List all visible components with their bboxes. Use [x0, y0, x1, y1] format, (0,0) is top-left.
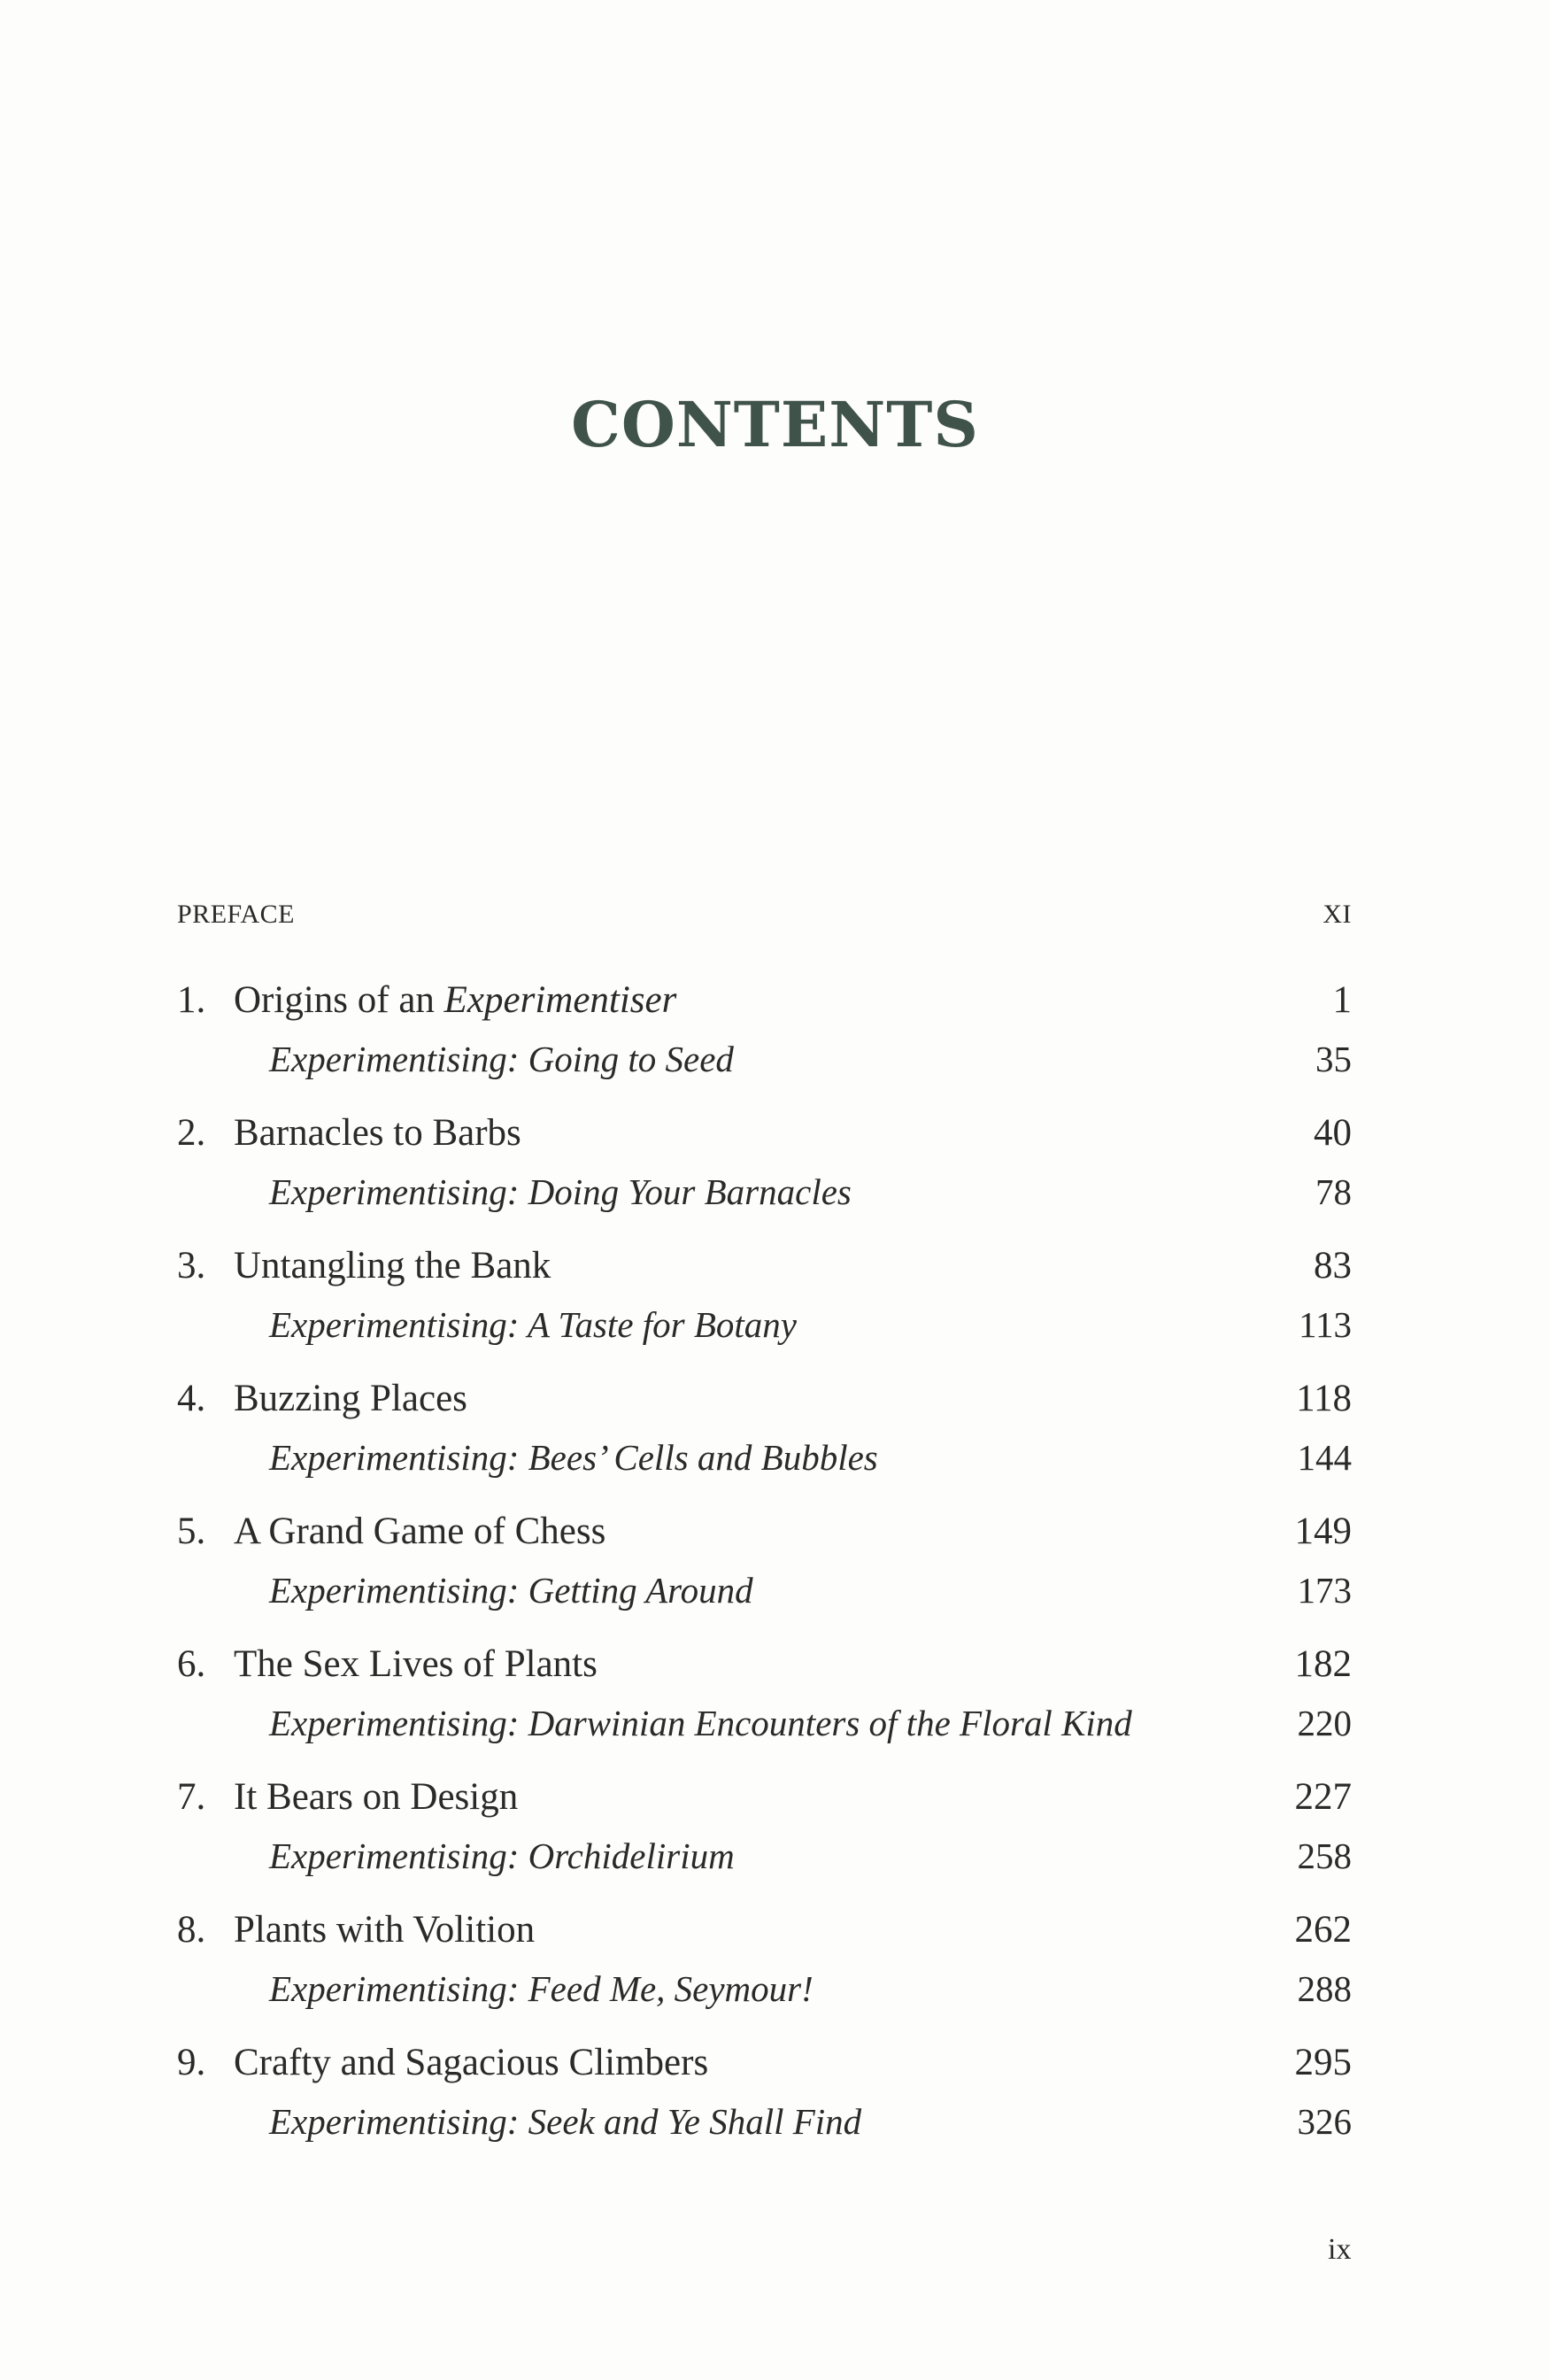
table-of-contents [177, 978, 1352, 2174]
subsection-page-number: 35 [1315, 1039, 1352, 1079]
subsection-title: Experimentising: Getting Around [269, 1570, 753, 1611]
chapter-row [177, 1642, 1352, 1686]
chapter-row [177, 1111, 1352, 1155]
page-title: CONTENTS [571, 388, 979, 461]
chapter-page-number: 182 [1294, 1643, 1352, 1685]
chapter-title: A Grand Game of Chess [234, 1511, 606, 1552]
chapter-number: 8. [177, 1909, 206, 1951]
chapter-number: 4. [177, 1378, 206, 1419]
chapter-row [177, 1377, 1352, 1420]
subsection-title: Experimentising: Orchidelirium [269, 1835, 735, 1876]
subsection-title: Experimentising: Doing Your Barnacles [269, 1171, 852, 1212]
chapter-row [177, 1510, 1352, 1553]
chapter-title: Untangling the Bank [234, 1245, 551, 1287]
subsection-page-number: 144 [1297, 1437, 1352, 1478]
subsection-title: Experimentising: Going to Seed [269, 1039, 734, 1079]
chapter-title: The Sex Lives of Plants [234, 1643, 598, 1685]
chapter-number: 7. [177, 1776, 206, 1818]
chapter-page-number: 149 [1294, 1511, 1352, 1552]
chapter-page-number: 1 [1332, 979, 1352, 1021]
toc-chapter [177, 1775, 1352, 1908]
chapter-number: 3. [177, 1245, 206, 1287]
subsection-page-number: 326 [1297, 2101, 1352, 2142]
chapter-number: 9. [177, 2042, 206, 2083]
subsection-page-number: 288 [1297, 1968, 1352, 2009]
chapter-row [177, 2041, 1352, 2084]
toc-chapter [177, 1642, 1352, 1775]
chapter-page-number: 227 [1294, 1776, 1352, 1818]
toc-chapter [177, 1244, 1352, 1377]
chapter-title: Barnacles to Barbs [234, 1112, 521, 1154]
subsection-title: Experimentising: Seek and Ye Shall Find [269, 2101, 862, 2142]
subsection-page-number: 173 [1297, 1570, 1352, 1611]
preface-label: PREFACE [177, 900, 295, 929]
subsection-row [177, 1835, 1352, 1877]
chapter-row [177, 1908, 1352, 1951]
chapter-number: 5. [177, 1511, 206, 1552]
page-folio: ix [1328, 2233, 1352, 2266]
subsection-title: Experimentising: Darwinian Encounters of the Floral Kind [269, 1703, 1132, 1743]
subsection-title: Experimentising: Feed Me, Seymour! [269, 1968, 814, 2009]
subsection-row [177, 1967, 1352, 2010]
subsection-row [177, 1038, 1352, 1080]
chapter-row [177, 978, 1352, 1022]
chapter-number: 6. [177, 1643, 206, 1685]
subsection-row [177, 2100, 1352, 2143]
toc-chapter [177, 1111, 1352, 1244]
chapter-title: Crafty and Sagacious Climbers [234, 2042, 709, 2083]
chapter-number: 2. [177, 1112, 206, 1154]
chapter-row [177, 1775, 1352, 1819]
subsection-page-number: 258 [1297, 1835, 1352, 1876]
toc-chapter [177, 1510, 1352, 1642]
chapter-title: Buzzing Places [234, 1378, 467, 1419]
chapter-title: It Bears on Design [234, 1776, 519, 1818]
toc-chapter [177, 1908, 1352, 2041]
chapter-title: Plants with Volition [234, 1909, 536, 1951]
toc-entry-preface [177, 900, 1352, 930]
subsection-page-number: 220 [1297, 1703, 1352, 1743]
chapter-page-number: 262 [1294, 1909, 1352, 1951]
preface-page-number: XI [1323, 900, 1352, 929]
subsection-row [177, 1171, 1352, 1213]
toc-chapter [177, 978, 1352, 1111]
chapter-page-number: 295 [1294, 2042, 1352, 2083]
toc-chapter [177, 2041, 1352, 2174]
toc-chapter [177, 1377, 1352, 1510]
chapter-title-italic: Experimentiser [443, 979, 677, 1021]
chapter-row [177, 1244, 1352, 1287]
subsection-row [177, 1436, 1352, 1479]
subsection-title: Experimentising: A Taste for Botany [269, 1304, 798, 1345]
subsection-title: Experimentising: Bees’ Cells and Bubbles [269, 1437, 878, 1478]
chapter-page-number: 118 [1296, 1378, 1352, 1419]
subsection-page-number: 78 [1315, 1171, 1352, 1212]
subsection-page-number: 113 [1299, 1304, 1352, 1345]
subsection-row [177, 1702, 1352, 1744]
subsection-row [177, 1303, 1352, 1346]
chapter-number: 1. [177, 979, 206, 1021]
chapter-page-number: 40 [1314, 1112, 1352, 1154]
chapter-title: Origins of an [234, 979, 444, 1021]
subsection-row [177, 1569, 1352, 1611]
chapter-page-number: 83 [1314, 1245, 1352, 1287]
